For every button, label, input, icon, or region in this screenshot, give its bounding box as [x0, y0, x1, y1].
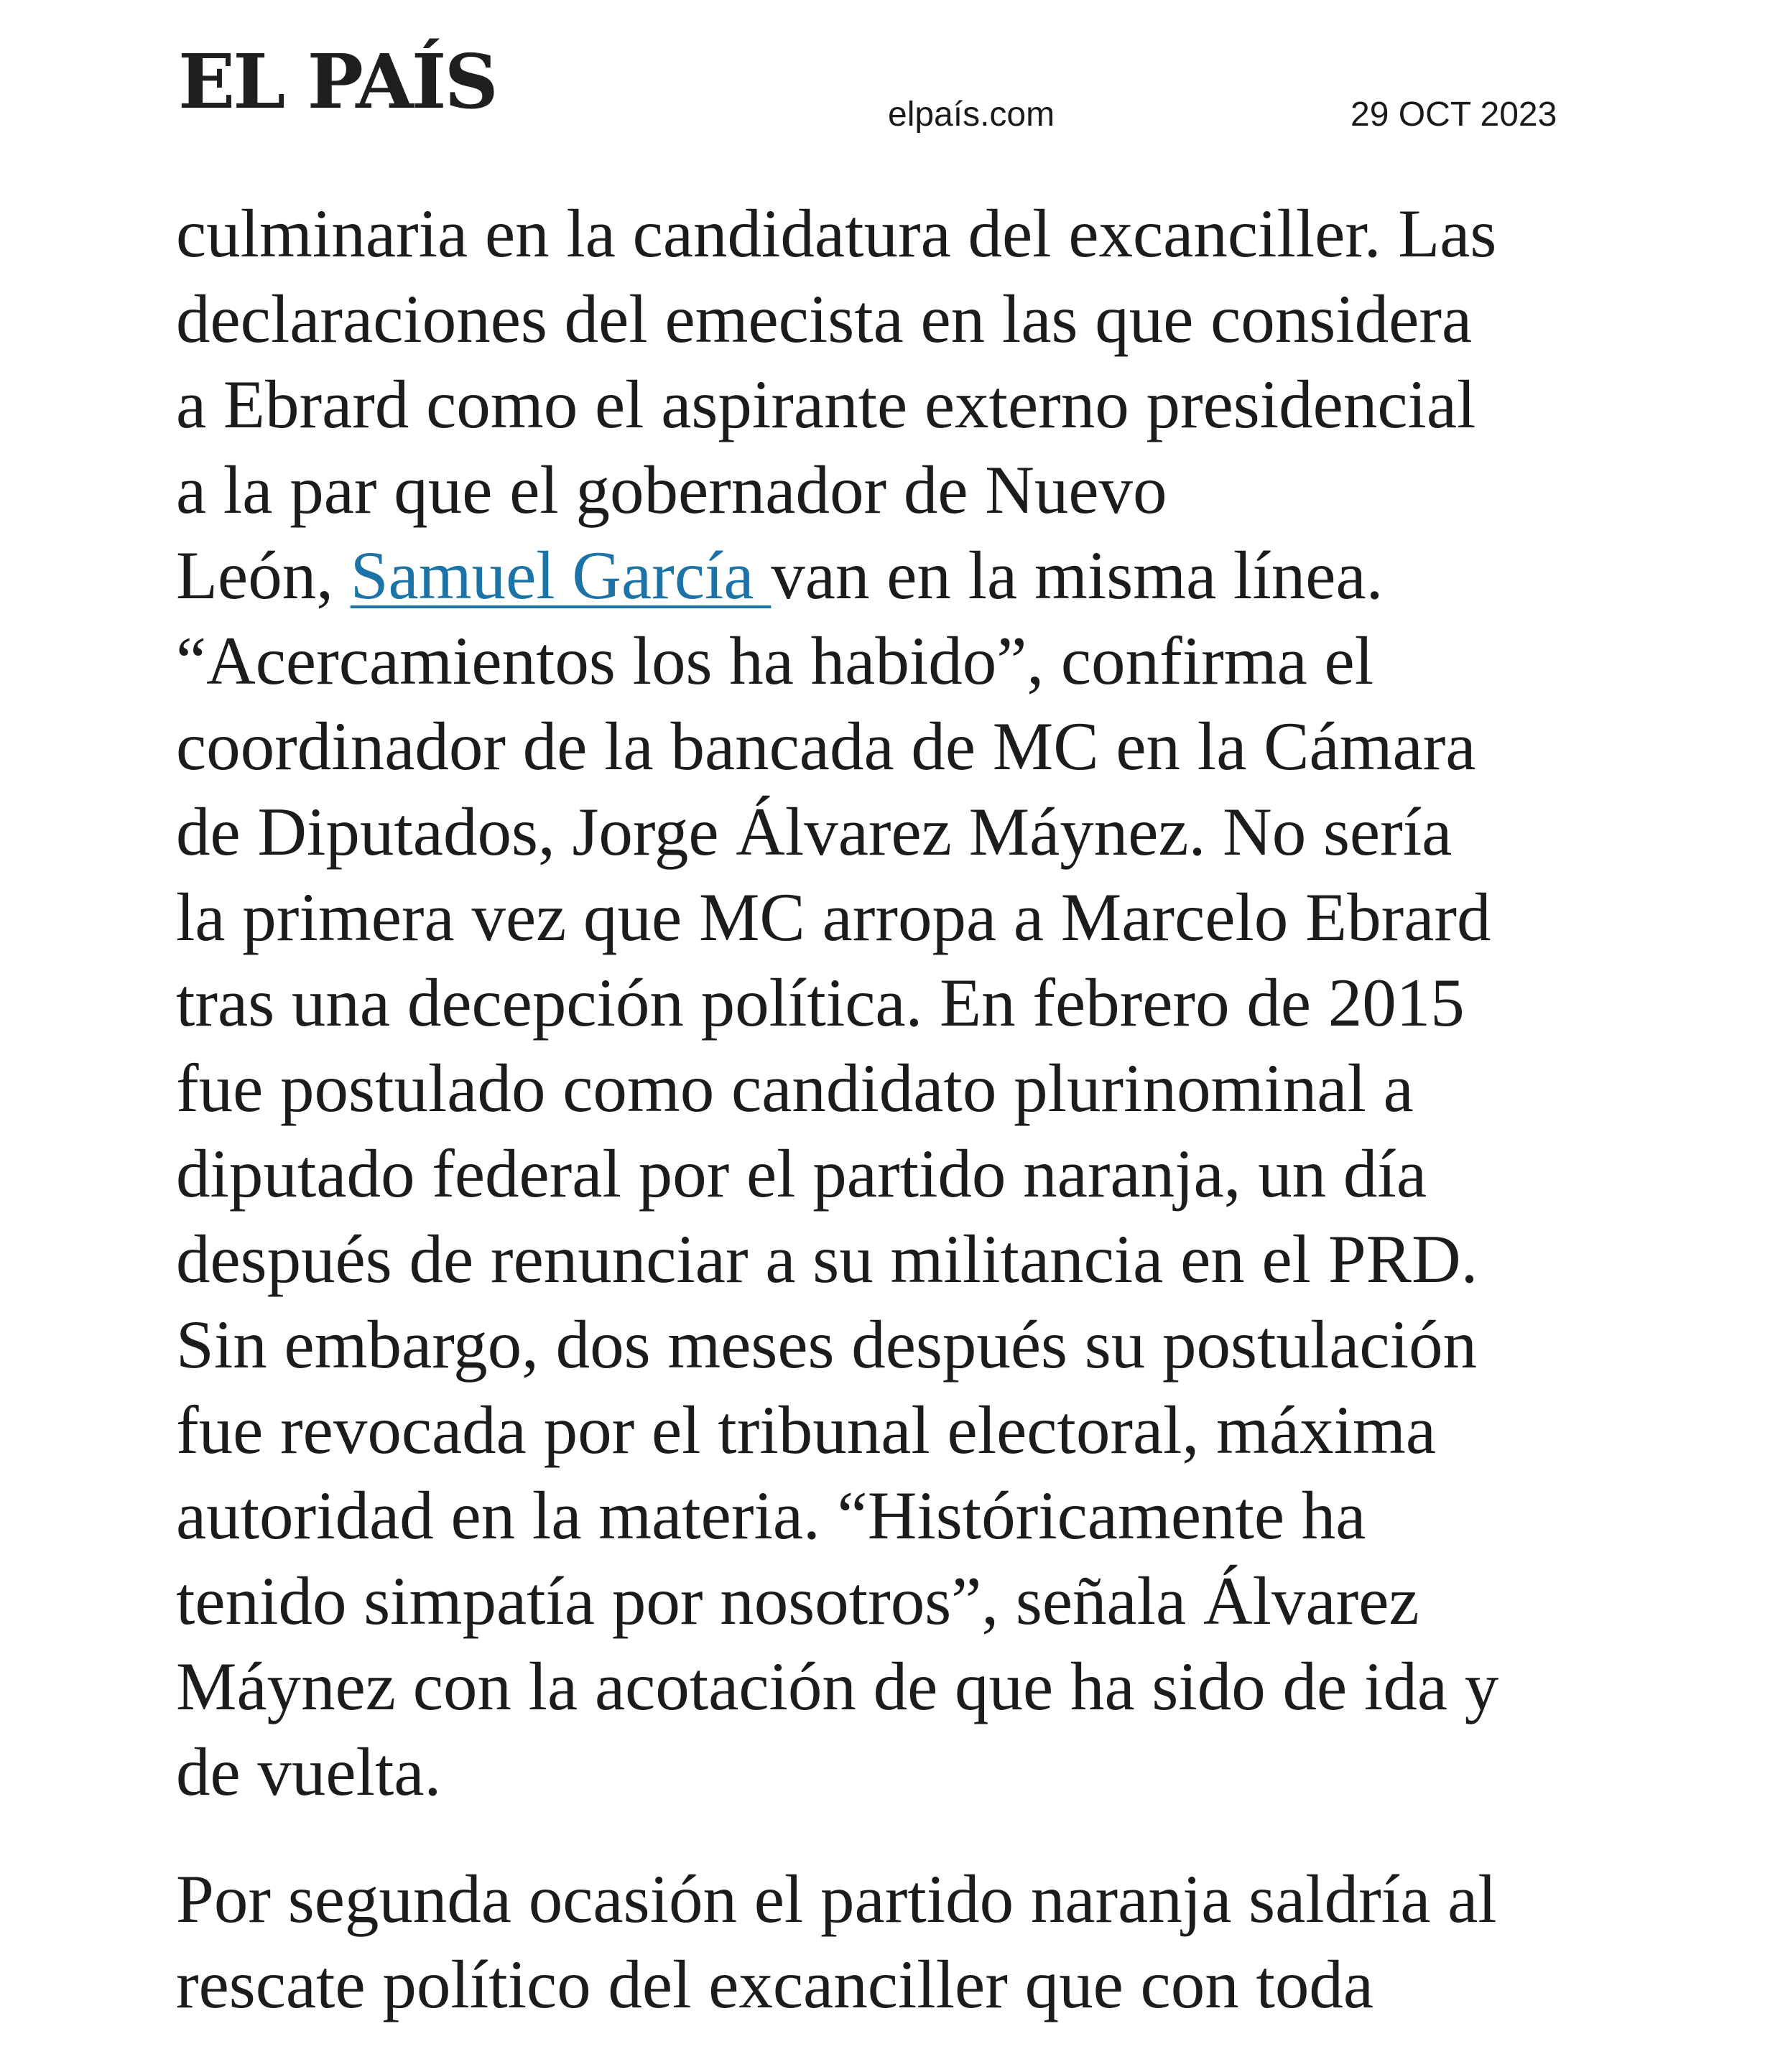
text-line-with-link	[176, 533, 1641, 618]
paragraph-1	[176, 191, 1641, 1815]
text-line: fue revocada por el tribunal electoral, máxima	[176, 1392, 1437, 1468]
text-line: a la par que el gobernador de Nuevo	[176, 452, 1167, 528]
text-line: tenido simpatía por nosotros”, señala Álvarez	[176, 1563, 1419, 1639]
text-line: declaraciones del emecista en las que considera	[176, 281, 1473, 357]
text-line: fue postulado como candidato plurinominal a	[176, 1050, 1414, 1126]
el-pais-logo[interactable]: EL PAÍS	[178, 37, 496, 126]
text-line: de Diputados, Jorge Álvarez Máynez. No sería	[176, 794, 1453, 870]
text-line: a Ebrard como el aspirante externo presidencial	[176, 366, 1476, 442]
text-line: de vuelta.	[176, 1734, 442, 1810]
article-body	[176, 191, 1641, 2027]
samuel-garcia-link[interactable]: Samuel García	[350, 537, 772, 613]
publication-date: 29 OCT 2023	[1351, 96, 1557, 134]
text-line: Máynez con la acotación de que ha sido de ida y	[176, 1648, 1499, 1724]
text-line: diputado federal por el partido naranja, un día	[176, 1135, 1427, 1212]
page-header	[0, 0, 1765, 165]
text-line: coordinador de la bancada de MC en la Cámara	[176, 708, 1476, 784]
text-line: rescate político del excanciller que con toda	[176, 1946, 1373, 2022]
paragraph-2	[176, 1857, 1641, 2027]
site-name: elpaís.com	[888, 96, 1055, 134]
text-line: tras una decepción política. En febrero de 2015	[176, 965, 1465, 1041]
text-line: “Acercamientos los ha habido”, confirma el	[176, 623, 1374, 699]
text-after-link: van en la misma línea.	[771, 537, 1384, 613]
text-before-link: León,	[176, 537, 351, 613]
text-line: la primera vez que MC arropa a Marcelo Ebrard	[176, 879, 1491, 955]
text-line: culminaria en la candidatura del excanciller. Las	[176, 195, 1497, 271]
text-line: Por segunda ocasión el partido naranja saldría al	[176, 1861, 1497, 1937]
text-line: después de renunciar a su militancia en el PRD.	[176, 1221, 1478, 1297]
text-line: Sin embargo, dos meses después su postulación	[176, 1306, 1477, 1383]
text-line: autoridad en la materia. “Históricamente ha	[176, 1477, 1366, 1553]
